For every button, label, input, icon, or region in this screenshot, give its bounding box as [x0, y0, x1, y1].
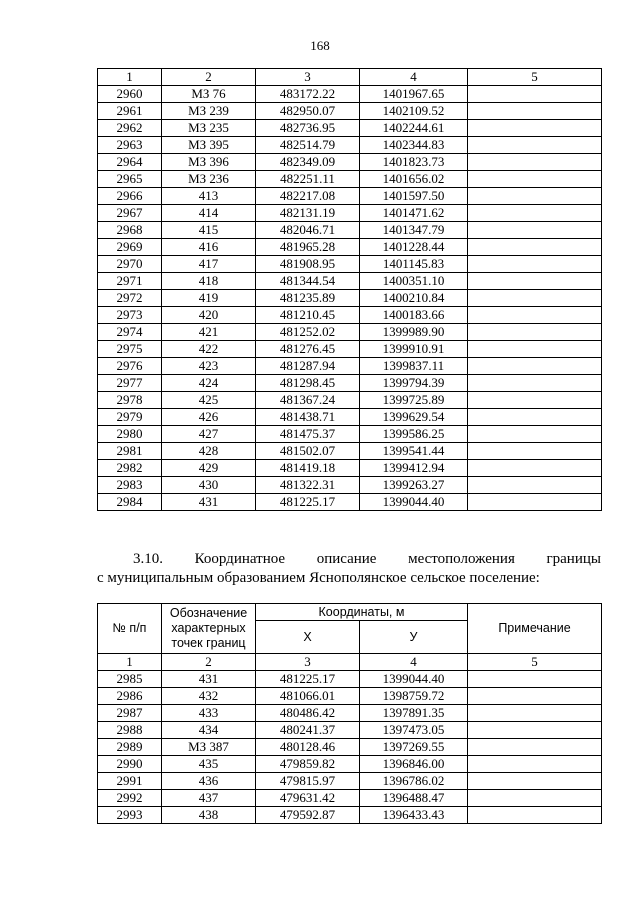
note-cell — [468, 392, 602, 409]
header-coordinates: Координаты, м — [256, 604, 468, 621]
note-cell — [468, 477, 602, 494]
column-number-row — [98, 69, 602, 86]
coord-x-cell: 479592.87 — [256, 807, 360, 824]
coord-y-cell: 1401656.02 — [360, 171, 468, 188]
coord-y-cell: 1399412.94 — [360, 460, 468, 477]
table-row — [98, 239, 602, 256]
point-designation-cell: 431 — [162, 671, 256, 688]
table-row — [98, 103, 602, 120]
coord-y-cell: 1399044.40 — [360, 671, 468, 688]
point-number-cell: 2978 — [98, 392, 162, 409]
coord-y-cell: 1401471.62 — [360, 205, 468, 222]
point-designation-cell: 420 — [162, 307, 256, 324]
point-number-cell: 2990 — [98, 756, 162, 773]
note-cell — [468, 273, 602, 290]
table-row — [98, 460, 602, 477]
table-row — [98, 290, 602, 307]
note-cell — [468, 137, 602, 154]
coord-x-cell: 479859.82 — [256, 756, 360, 773]
coord-x-cell: 482046.71 — [256, 222, 360, 239]
point-designation-cell: 432 — [162, 688, 256, 705]
coord-x-cell: 481287.94 — [256, 358, 360, 375]
coord-x-cell: 482131.19 — [256, 205, 360, 222]
coord-x-cell: 480128.46 — [256, 739, 360, 756]
point-designation-cell: 421 — [162, 324, 256, 341]
table-row — [98, 137, 602, 154]
coord-x-cell: 481502.07 — [256, 443, 360, 460]
table-row — [98, 722, 602, 739]
coordinates-table-continued — [97, 68, 602, 511]
point-designation-cell: 426 — [162, 409, 256, 426]
point-number-cell: 2973 — [98, 307, 162, 324]
coord-y-cell: 1399910.91 — [360, 341, 468, 358]
note-cell — [468, 375, 602, 392]
note-cell — [468, 188, 602, 205]
note-cell — [468, 756, 602, 773]
point-designation-cell: 436 — [162, 773, 256, 790]
coord-x-cell: 481225.17 — [256, 494, 360, 511]
coord-y-cell: 1397891.35 — [360, 705, 468, 722]
point-designation-cell: 418 — [162, 273, 256, 290]
coord-y-cell: 1399541.44 — [360, 443, 468, 460]
coord-y-cell: 1399044.40 — [360, 494, 468, 511]
note-cell — [468, 460, 602, 477]
point-number-cell: 2985 — [98, 671, 162, 688]
point-number-cell: 2989 — [98, 739, 162, 756]
coord-y-cell: 1399629.54 — [360, 409, 468, 426]
coord-y-cell: 1399794.39 — [360, 375, 468, 392]
coord-y-cell: 1402244.61 — [360, 120, 468, 137]
point-number-cell: 2988 — [98, 722, 162, 739]
point-designation-cell: 438 — [162, 807, 256, 824]
coord-x-cell: 481298.45 — [256, 375, 360, 392]
point-designation-cell: 425 — [162, 392, 256, 409]
point-number-cell: 2963 — [98, 137, 162, 154]
header-note: Примечание — [468, 604, 602, 654]
note-cell — [468, 256, 602, 273]
point-number-cell: 2967 — [98, 205, 162, 222]
note-cell — [468, 807, 602, 824]
point-designation-cell: 430 — [162, 477, 256, 494]
point-designation-cell: 422 — [162, 341, 256, 358]
header-y: У — [360, 621, 468, 654]
section-heading-line1 — [97, 550, 601, 569]
point-number-cell: 2980 — [98, 426, 162, 443]
point-designation-cell: 414 — [162, 205, 256, 222]
point-designation-cell: МЗ 236 — [162, 171, 256, 188]
table-row — [98, 756, 602, 773]
table-row — [98, 256, 602, 273]
coord-x-cell: 481908.95 — [256, 256, 360, 273]
table-row — [98, 477, 602, 494]
coord-x-cell: 481252.02 — [256, 324, 360, 341]
coord-y-cell: 1399725.89 — [360, 392, 468, 409]
table-row — [98, 222, 602, 239]
point-number-cell: 2993 — [98, 807, 162, 824]
coord-x-cell: 482950.07 — [256, 103, 360, 120]
note-cell — [468, 341, 602, 358]
point-designation-cell: 427 — [162, 426, 256, 443]
table-row — [98, 171, 602, 188]
point-number-cell: 2974 — [98, 324, 162, 341]
point-number-cell: 2970 — [98, 256, 162, 273]
point-designation-cell: 433 — [162, 705, 256, 722]
note-cell — [468, 290, 602, 307]
coord-y-cell: 1401823.73 — [360, 154, 468, 171]
coord-x-cell: 482736.95 — [256, 120, 360, 137]
point-number-cell: 2966 — [98, 188, 162, 205]
point-designation-cell: 415 — [162, 222, 256, 239]
coord-y-cell: 1401145.83 — [360, 256, 468, 273]
coord-x-cell: 482514.79 — [256, 137, 360, 154]
table-row — [98, 705, 602, 722]
note-cell — [468, 103, 602, 120]
table-row — [98, 341, 602, 358]
note-cell — [468, 222, 602, 239]
coord-x-cell: 481965.28 — [256, 239, 360, 256]
section-word-2: описание — [316, 551, 377, 567]
point-number-cell: 2977 — [98, 375, 162, 392]
point-designation-cell: 437 — [162, 790, 256, 807]
coord-x-cell: 481475.37 — [256, 426, 360, 443]
coord-x-cell: 481276.45 — [256, 341, 360, 358]
point-designation-cell: 416 — [162, 239, 256, 256]
note-cell — [468, 239, 602, 256]
point-designation-cell: 429 — [162, 460, 256, 477]
column-number-3: 3 — [256, 69, 360, 86]
header-row-number: № п/п — [98, 604, 162, 654]
table-row — [98, 120, 602, 137]
coord-y-cell: 1400210.84 — [360, 290, 468, 307]
coord-y-cell: 1402109.52 — [360, 103, 468, 120]
section-word-3: местоположения — [408, 551, 515, 567]
coord-x-cell: 481225.17 — [256, 671, 360, 688]
note-cell — [468, 790, 602, 807]
column-number-3: 3 — [256, 654, 360, 671]
point-number-cell: 2964 — [98, 154, 162, 171]
note-cell — [468, 324, 602, 341]
coord-x-cell: 479631.42 — [256, 790, 360, 807]
table-row — [98, 494, 602, 511]
column-number-row — [98, 654, 602, 671]
point-number-cell: 2969 — [98, 239, 162, 256]
coord-y-cell: 1396786.02 — [360, 773, 468, 790]
table-row — [98, 688, 602, 705]
point-designation-cell: МЗ 395 — [162, 137, 256, 154]
note-cell — [468, 358, 602, 375]
coord-y-cell: 1399989.90 — [360, 324, 468, 341]
coord-x-cell: 481419.18 — [256, 460, 360, 477]
coordinates-table-yasnopolyanskoe — [97, 603, 602, 824]
header-point-designation: Обозначение характерных точек границ — [162, 604, 256, 654]
point-number-cell: 2986 — [98, 688, 162, 705]
coord-y-cell: 1397269.55 — [360, 739, 468, 756]
coord-x-cell: 481235.89 — [256, 290, 360, 307]
column-number-2: 2 — [162, 69, 256, 86]
point-designation-cell: 413 — [162, 188, 256, 205]
point-designation-cell: МЗ 387 — [162, 739, 256, 756]
header-x: Х — [256, 621, 360, 654]
section-heading — [97, 550, 601, 588]
table-row — [98, 426, 602, 443]
point-designation-cell: МЗ 76 — [162, 86, 256, 103]
point-number-cell: 2987 — [98, 705, 162, 722]
column-number-1: 1 — [98, 69, 162, 86]
column-number-4: 4 — [360, 69, 468, 86]
section-number: 3.10. — [133, 551, 163, 567]
point-number-cell: 2961 — [98, 103, 162, 120]
point-designation-cell: 423 — [162, 358, 256, 375]
coord-y-cell: 1397473.05 — [360, 722, 468, 739]
note-cell — [468, 688, 602, 705]
page-number: 168 — [310, 38, 330, 53]
point-designation-cell: 424 — [162, 375, 256, 392]
table-row — [98, 443, 602, 460]
coord-x-cell: 483172.22 — [256, 86, 360, 103]
note-cell — [468, 494, 602, 511]
note-cell — [468, 171, 602, 188]
table-row — [98, 739, 602, 756]
table-row — [98, 324, 602, 341]
section-word-1: Координатное — [194, 551, 286, 567]
note-cell — [468, 705, 602, 722]
point-number-cell: 2992 — [98, 790, 162, 807]
coord-x-cell: 481210.45 — [256, 307, 360, 324]
table-row — [98, 773, 602, 790]
point-number-cell: 2981 — [98, 443, 162, 460]
note-cell — [468, 86, 602, 103]
note-cell — [468, 671, 602, 688]
table-row — [98, 409, 602, 426]
column-number-2: 2 — [162, 654, 256, 671]
point-designation-cell: 417 — [162, 256, 256, 273]
column-number-5: 5 — [468, 69, 602, 86]
column-number-5: 5 — [468, 654, 602, 671]
point-number-cell: 2976 — [98, 358, 162, 375]
coord-y-cell: 1396846.00 — [360, 756, 468, 773]
note-cell — [468, 307, 602, 324]
point-designation-cell: МЗ 239 — [162, 103, 256, 120]
point-number-cell: 2960 — [98, 86, 162, 103]
coord-y-cell: 1399586.25 — [360, 426, 468, 443]
point-number-cell: 2965 — [98, 171, 162, 188]
column-number-1: 1 — [98, 654, 162, 671]
section-heading-line2: с муниципальным образованием Яснополянское сельское поселение: — [97, 570, 540, 586]
point-number-cell: 2982 — [98, 460, 162, 477]
table-row — [98, 86, 602, 103]
point-designation-cell: МЗ 235 — [162, 120, 256, 137]
point-number-cell: 2968 — [98, 222, 162, 239]
table-row — [98, 790, 602, 807]
coord-y-cell: 1398759.72 — [360, 688, 468, 705]
table-row — [98, 307, 602, 324]
point-number-cell: 2984 — [98, 494, 162, 511]
coord-y-cell: 1401228.44 — [360, 239, 468, 256]
table1-body — [98, 86, 602, 511]
coord-x-cell: 479815.97 — [256, 773, 360, 790]
point-number-cell: 2962 — [98, 120, 162, 137]
table-row — [98, 154, 602, 171]
section-word-4: границы — [546, 551, 601, 567]
table-row — [98, 671, 602, 688]
column-number-4: 4 — [360, 654, 468, 671]
coord-y-cell: 1396433.43 — [360, 807, 468, 824]
table-row — [98, 188, 602, 205]
note-cell — [468, 120, 602, 137]
coord-x-cell: 482251.11 — [256, 171, 360, 188]
point-designation-cell: 419 — [162, 290, 256, 307]
coord-x-cell: 481367.24 — [256, 392, 360, 409]
note-cell — [468, 154, 602, 171]
coord-x-cell: 480241.37 — [256, 722, 360, 739]
coord-y-cell: 1401967.65 — [360, 86, 468, 103]
coord-x-cell: 481344.54 — [256, 273, 360, 290]
table-row — [98, 358, 602, 375]
point-number-cell: 2971 — [98, 273, 162, 290]
table-row — [98, 273, 602, 290]
coord-x-cell: 482349.09 — [256, 154, 360, 171]
coord-x-cell: 482217.08 — [256, 188, 360, 205]
table-row — [98, 807, 602, 824]
point-number-cell: 2979 — [98, 409, 162, 426]
point-designation-cell: 428 — [162, 443, 256, 460]
note-cell — [468, 205, 602, 222]
table-row — [98, 375, 602, 392]
coord-x-cell: 481438.71 — [256, 409, 360, 426]
note-cell — [468, 773, 602, 790]
table-row — [98, 205, 602, 222]
point-number-cell: 2991 — [98, 773, 162, 790]
coord-y-cell: 1402344.83 — [360, 137, 468, 154]
point-number-cell: 2972 — [98, 290, 162, 307]
point-designation-cell: 435 — [162, 756, 256, 773]
coord-x-cell: 480486.42 — [256, 705, 360, 722]
point-number-cell: 2975 — [98, 341, 162, 358]
note-cell — [468, 443, 602, 460]
coord-y-cell: 1396488.47 — [360, 790, 468, 807]
point-number-cell: 2983 — [98, 477, 162, 494]
point-designation-cell: 431 — [162, 494, 256, 511]
note-cell — [468, 739, 602, 756]
note-cell — [468, 426, 602, 443]
table-row — [98, 392, 602, 409]
coord-x-cell: 481322.31 — [256, 477, 360, 494]
coord-y-cell: 1401347.79 — [360, 222, 468, 239]
table2-body — [98, 654, 602, 824]
note-cell — [468, 409, 602, 426]
note-cell — [468, 722, 602, 739]
coord-y-cell: 1399837.11 — [360, 358, 468, 375]
coord-x-cell: 481066.01 — [256, 688, 360, 705]
point-designation-cell: МЗ 396 — [162, 154, 256, 171]
point-designation-cell: 434 — [162, 722, 256, 739]
coord-y-cell: 1401597.50 — [360, 188, 468, 205]
coord-y-cell: 1400351.10 — [360, 273, 468, 290]
coord-y-cell: 1399263.27 — [360, 477, 468, 494]
coord-y-cell: 1400183.66 — [360, 307, 468, 324]
